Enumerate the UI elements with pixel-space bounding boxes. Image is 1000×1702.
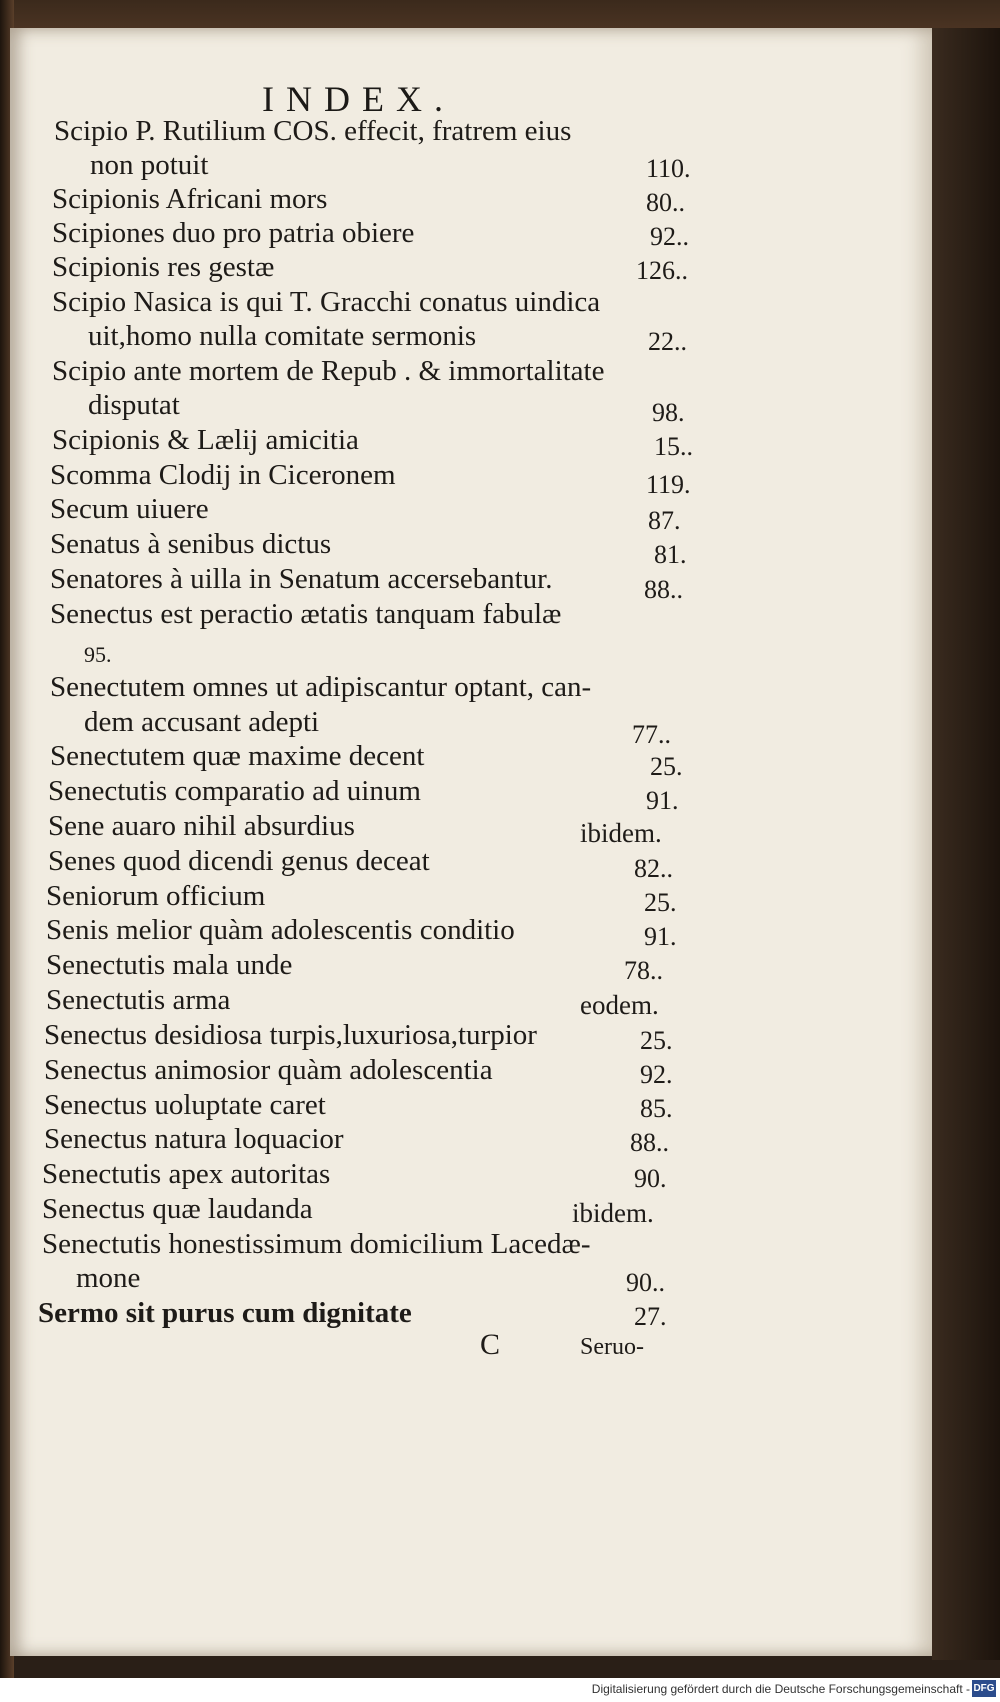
index-page-ref: 25. <box>640 1026 673 1055</box>
index-entry: Scipio Nasica is qui T. Gracchi conatus uindica <box>52 286 601 318</box>
index-page-ref: 126.. <box>636 256 688 285</box>
index-entry: uit,homo nulla comitate sermonis <box>88 320 477 352</box>
index-page-ref: 82.. <box>634 854 673 883</box>
index-entry: Senectus quæ laudanda <box>42 1193 313 1225</box>
index-page-ref: 88.. <box>630 1128 669 1157</box>
index-page-ref: 119. <box>646 470 691 499</box>
index-page-ref: 92. <box>640 1060 673 1089</box>
index-entry: Sermo sit purus cum dignitate <box>38 1297 412 1329</box>
index-entry: Scipio P. Rutilium COS. effecit, fratrem eius <box>54 115 572 147</box>
index-page-ref: 80.. <box>646 188 685 217</box>
index-page-ref: 27. <box>634 1302 667 1331</box>
index-page-ref: 90. <box>634 1164 667 1193</box>
index-entry: Scomma Clodij in Ciceronem <box>50 459 396 491</box>
index-entry: Scipionis & Lælij amicitia <box>52 424 359 456</box>
index-entry: dem accusant adepti <box>84 706 320 738</box>
index-entry: Scipionis Africani mors <box>52 183 328 215</box>
index-entry: 95. <box>84 642 112 667</box>
index-entry: Senectus desidiosa turpis,luxuriosa,turpior <box>44 1019 537 1051</box>
catchword: Seruo- <box>580 1334 644 1360</box>
index-entry: Scipio ante mortem de Repub . & immortalitate <box>52 355 605 387</box>
index-entry: Senatores à uilla in Senatum accersebantur. <box>50 563 553 595</box>
index-page-ref: 91. <box>644 922 677 951</box>
index-entry: Senectutis comparatio ad uinum <box>48 775 421 807</box>
index-entry: Senectutis mala unde <box>46 949 293 981</box>
footer-credit: Digitalisierung gefördert durch die Deutsche Forschungsgemeinschaft - <box>591 1682 970 1696</box>
index-page-ref: 91. <box>646 786 679 815</box>
index-page-ref: 81. <box>654 540 687 569</box>
scan-background-right <box>932 28 1000 1660</box>
index-entry: Senectutis apex autoritas <box>42 1158 331 1190</box>
index-page-ref: 92.. <box>650 222 689 251</box>
index-entry: Senis melior quàm adolescentis conditio <box>46 914 515 946</box>
index-entry: Sene auaro nihil absurdius <box>48 810 355 842</box>
index-entry: Senectutis arma <box>46 984 231 1016</box>
index-entry: mone <box>76 1262 141 1294</box>
index-entry: Senectus animosior quàm adolescentia <box>44 1054 493 1086</box>
index-entry: Seniorum officium <box>46 880 266 912</box>
index-page-ref: ibidem. <box>580 818 662 848</box>
index-page-ref: 25. <box>644 888 677 917</box>
index-entry: Senes quod dicendi genus deceat <box>48 845 430 877</box>
index-page-ref: 90.. <box>626 1268 665 1297</box>
index-page-ref: ibidem. <box>572 1198 654 1228</box>
index-page-ref: 22.. <box>648 327 687 356</box>
scan-background-top <box>0 0 1000 28</box>
index-page-ref: 110. <box>646 154 691 183</box>
index-page-ref: 87. <box>648 506 681 535</box>
index-entry: non potuit <box>90 149 209 181</box>
index-page-ref: 15.. <box>654 432 693 461</box>
index-entry: Senectus uoluptate caret <box>44 1089 326 1121</box>
index-page-ref: 25. <box>650 752 683 781</box>
index-page-ref: 78.. <box>624 956 663 985</box>
index-entry: Senectutem omnes ut adipiscantur optant, can- <box>50 671 592 703</box>
index-entry: disputat <box>88 389 180 421</box>
index-page-ref: 88.. <box>644 575 683 604</box>
index-entry: Senatus à senibus dictus <box>50 528 332 560</box>
page-header: INDEX. <box>262 79 455 119</box>
index-entry: Scipiones duo pro patria obiere <box>52 217 415 249</box>
index-entry: Senectutis honestissimum domicilium Lacedæ- <box>42 1228 591 1260</box>
dfg-logo: DFG <box>972 1680 996 1697</box>
index-entry: Senectus est peractio ætatis tanquam fabulæ <box>50 598 562 630</box>
signature-mark: C <box>480 1328 501 1361</box>
index-page-ref: 77.. <box>632 720 671 749</box>
index-entry: Secum uiuere <box>50 493 209 525</box>
index-entry: Senectus natura loquacior <box>44 1123 344 1155</box>
index-page-ref: 98. <box>652 398 685 427</box>
index-page-ref: eodem. <box>580 990 659 1020</box>
index-entry: Senectutem quæ maxime decent <box>50 740 425 772</box>
index-page-ref: 85. <box>640 1094 673 1123</box>
index-entry: Scipionis res gestæ <box>52 251 275 283</box>
